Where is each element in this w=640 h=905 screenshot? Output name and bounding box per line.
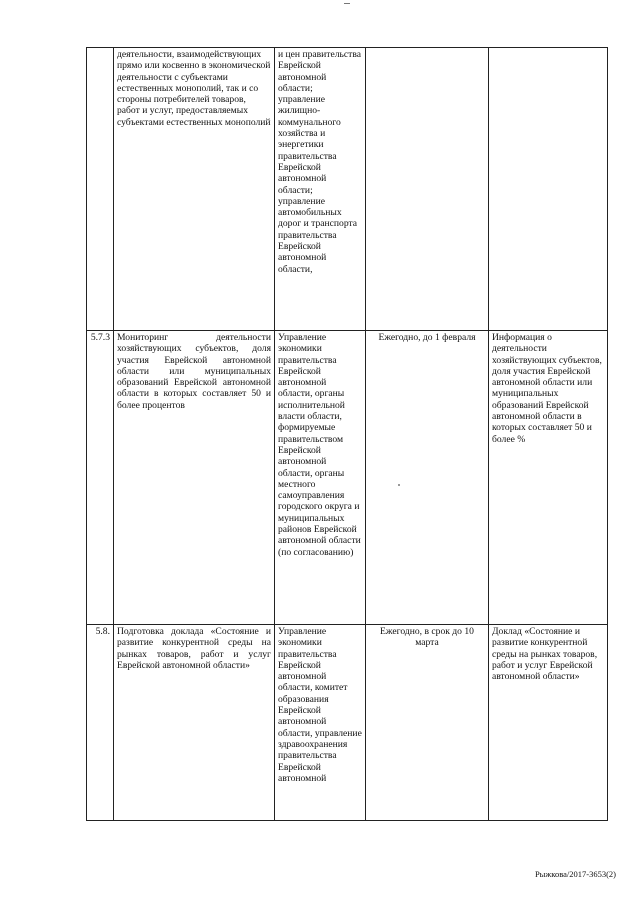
expected-result [489, 48, 608, 331]
table-row [87, 48, 608, 331]
activity-name: Подготовка доклада «Состояние и развитие конкурентной среды на рынках товаров, работ и услуг Еврейской автономной области» [114, 625, 275, 821]
responsible-bodies: и цен правительства Еврейской автономной области; управление жилищно-коммунального хозяйства и энергетики правительства Еврейской автономной области; управление автомобильных дорог и транспорта правительства Еврейской автономной области, [275, 48, 366, 331]
expected-result: Доклад «Состояние и развитие конкурентной среды на рынках товаров, работ и услуг Еврейской автономной области» [489, 625, 608, 821]
deadline: Ежегодно, до 1 февраля [366, 331, 489, 625]
scan-mark [344, 3, 350, 4]
row-number: 5.8. [87, 625, 114, 821]
deadline: Ежегодно, в срок до 10 марта [366, 625, 489, 821]
table-row [87, 625, 608, 821]
row-number: 5.7.3 [87, 331, 114, 625]
responsible-bodies: Управление экономики правительства Еврейской автономной области, органы исполнительной власти области, формируемые правительством Еврейской автономной области, органы местного самоуправления городского округа и муниципальных районов Еврейской автономной области (по согласованию) [275, 331, 366, 625]
activity-name: Мониторинг деятельности хозяйствующих субъектов, доля участия Еврейской автономной области или муниципальных образований Еврейской автономной области в которых составляет 50 и более процентов [114, 331, 275, 625]
activity-name: деятельности, взаимодействующих прямо или косвенно в экономической деятельности с субъектами естественных монополий, так и со стороны потребителей товаров, работ и услуг, предоставляемых субъектами естественных монополий [114, 48, 275, 331]
action-plan-table [86, 47, 608, 821]
responsible-bodies: Управление экономики правительства Еврейской автономной области, комитет образования Еврейской автономной области, управление здравоохранения правительства Еврейской автономной [275, 625, 366, 821]
expected-result: Информация о деятельности хозяйствующих субъектов, доля участия Еврейской автономной области или муниципальных образований Еврейской автономной области в которых составляет 50 и более % [489, 331, 608, 625]
deadline [366, 48, 489, 331]
row-number [87, 48, 114, 331]
document-footer-code: Рыжкова/2017-3653(2) [534, 869, 616, 879]
table-row [87, 331, 608, 625]
